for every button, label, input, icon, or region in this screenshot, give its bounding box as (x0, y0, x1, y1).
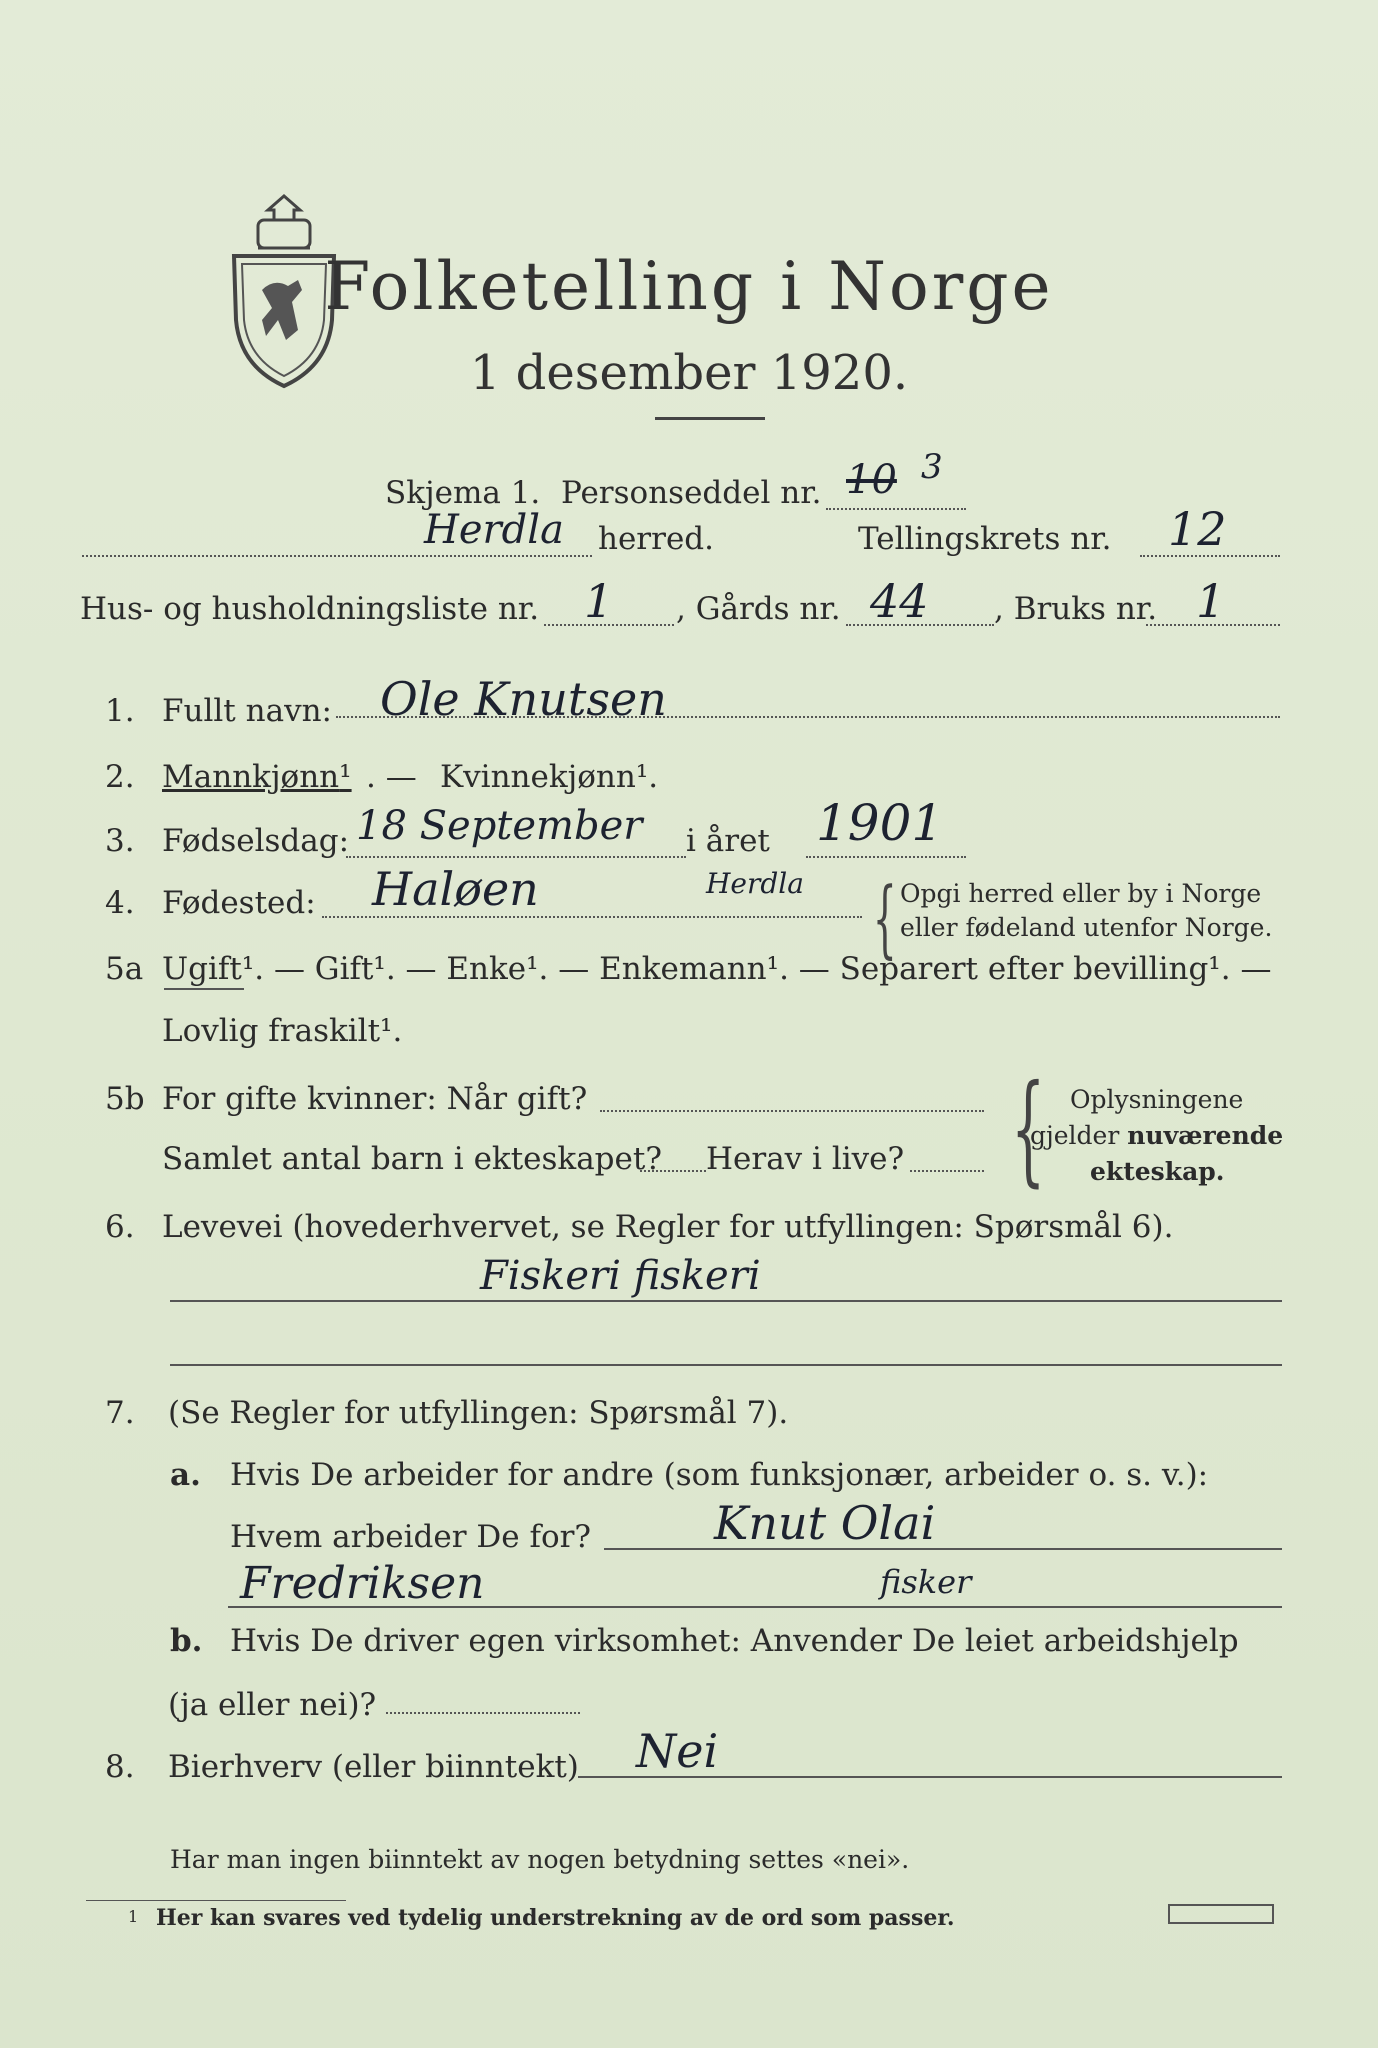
personseddel-value: 3 (921, 447, 943, 487)
tellingskrets-value: 12 (1168, 502, 1227, 556)
personseddel-struck-value: 10 (846, 457, 897, 503)
printer-stamp-icon (1168, 1904, 1274, 1924)
q1-label: Fullt navn: (162, 693, 332, 729)
footnote-mark: 1 (128, 1907, 139, 1926)
q3-year: 1901 (816, 794, 944, 852)
q7b-number: b. (170, 1623, 203, 1659)
q4-birthplace-herred: Herdla (706, 867, 804, 900)
q8-label: Bierhverv (eller biinntekt) (168, 1749, 579, 1785)
q7a-employer-3: fisker (880, 1563, 972, 1601)
q6-number: 6. (105, 1209, 135, 1245)
q6-label: Levevei (hovederhvervet, se Regler for utfyllingen: Spørsmål 6). (162, 1209, 1174, 1245)
q7-number: 7. (105, 1395, 135, 1431)
herred-value: Herdla (424, 507, 564, 553)
q8-value: Nei (636, 1724, 719, 1778)
q2-female: Kvinnekjønn¹. (440, 759, 659, 795)
herred-label: herred. (598, 521, 714, 557)
q2-male: Mannkjønn¹ (162, 759, 352, 795)
q4-note-2: eller fødeland utenfor Norge. (900, 913, 1273, 942)
q5b-note-1: Oplysningene (1070, 1085, 1244, 1114)
q7a-number: a. (170, 1457, 201, 1493)
q7a-employer: Knut Olai (714, 1496, 936, 1550)
q5b-alive-label: Herav i live? (706, 1141, 905, 1177)
q5b-note-2: gjelder nuværende (1030, 1121, 1284, 1150)
q7a-employer-2: Fredriksen (240, 1558, 485, 1609)
q7b-label-2: (ja eller nei)? (168, 1687, 377, 1723)
gards-label: , Gårds nr. (676, 591, 841, 627)
q7-label: (Se Regler for utfyllingen: Spørsmål 7). (168, 1395, 789, 1431)
hus-label: Hus- og husholdningsliste nr. (80, 591, 540, 627)
bruks-label: , Bruks nr. (994, 591, 1158, 627)
q5a-ugift-underline (164, 988, 244, 990)
q4-label: Fødested: (162, 885, 316, 921)
q5a-options: Ugift¹. — Gift¹. — Enke¹. — Enkemann¹. — Separert efter bevilling¹. — (162, 951, 1272, 987)
q8-number: 8. (105, 1749, 135, 1785)
q5a-number: 5a (105, 951, 144, 987)
hus-value: 1 (584, 574, 614, 628)
q7a-who-label: Hvem arbeider De for? (230, 1519, 592, 1555)
q2-number: 2. (105, 759, 135, 795)
form-title: Folketelling i Norge (324, 248, 1054, 325)
q3-label: Fødselsdag: (162, 823, 350, 859)
q4-brace: { (872, 869, 897, 967)
q7b-label: Hvis De driver egen virksomhet: Anvender De leiet arbeidshjelp (230, 1623, 1239, 1659)
q5b-number: 5b (105, 1081, 145, 1117)
q5a-options-2: Lovlig fraskilt¹. (162, 1013, 403, 1049)
q4-birthplace: Haløen (372, 862, 539, 916)
q3-birthday: 18 September (356, 803, 643, 849)
personseddel-label: Personseddel nr. (561, 475, 822, 511)
q1-full-name: Ole Knutsen (380, 672, 667, 726)
q1-number: 1. (105, 693, 135, 729)
q5b-brace: { (1010, 1060, 1046, 1199)
q6-occupation: Fiskeri fiskeri (480, 1253, 761, 1299)
q2-separator: . — (366, 759, 417, 795)
q4-note-1: Opgi herred eller by i Norge (900, 879, 1262, 908)
q4-number: 4. (105, 885, 135, 921)
footnote-text: Her kan svares ved tydelig understrekning av de ord som passer. (156, 1905, 955, 1931)
bruks-value: 1 (1196, 574, 1226, 628)
q5b-children-label: Samlet antal barn i ekteskapet? (162, 1141, 662, 1177)
q7a-label: Hvis De arbeider for andre (som funksjonær, arbeider o. s. v.): (230, 1457, 1209, 1493)
skjema-label: Skjema 1. (385, 475, 541, 511)
gards-value: 44 (870, 574, 929, 628)
q5b-note-3: ekteskap. (1090, 1157, 1225, 1186)
footer-note: Har man ingen biinntekt av nogen betydning settes «nei». (170, 1845, 910, 1874)
title-rule (655, 417, 765, 420)
q3-year-label: i året (686, 823, 770, 859)
q5b-married-label: For gifte kvinner: Når gift? (162, 1081, 588, 1117)
tellingskrets-label: Tellingskrets nr. (858, 521, 1112, 557)
form-date: 1 desember 1920. (469, 345, 909, 401)
q3-number: 3. (105, 823, 135, 859)
